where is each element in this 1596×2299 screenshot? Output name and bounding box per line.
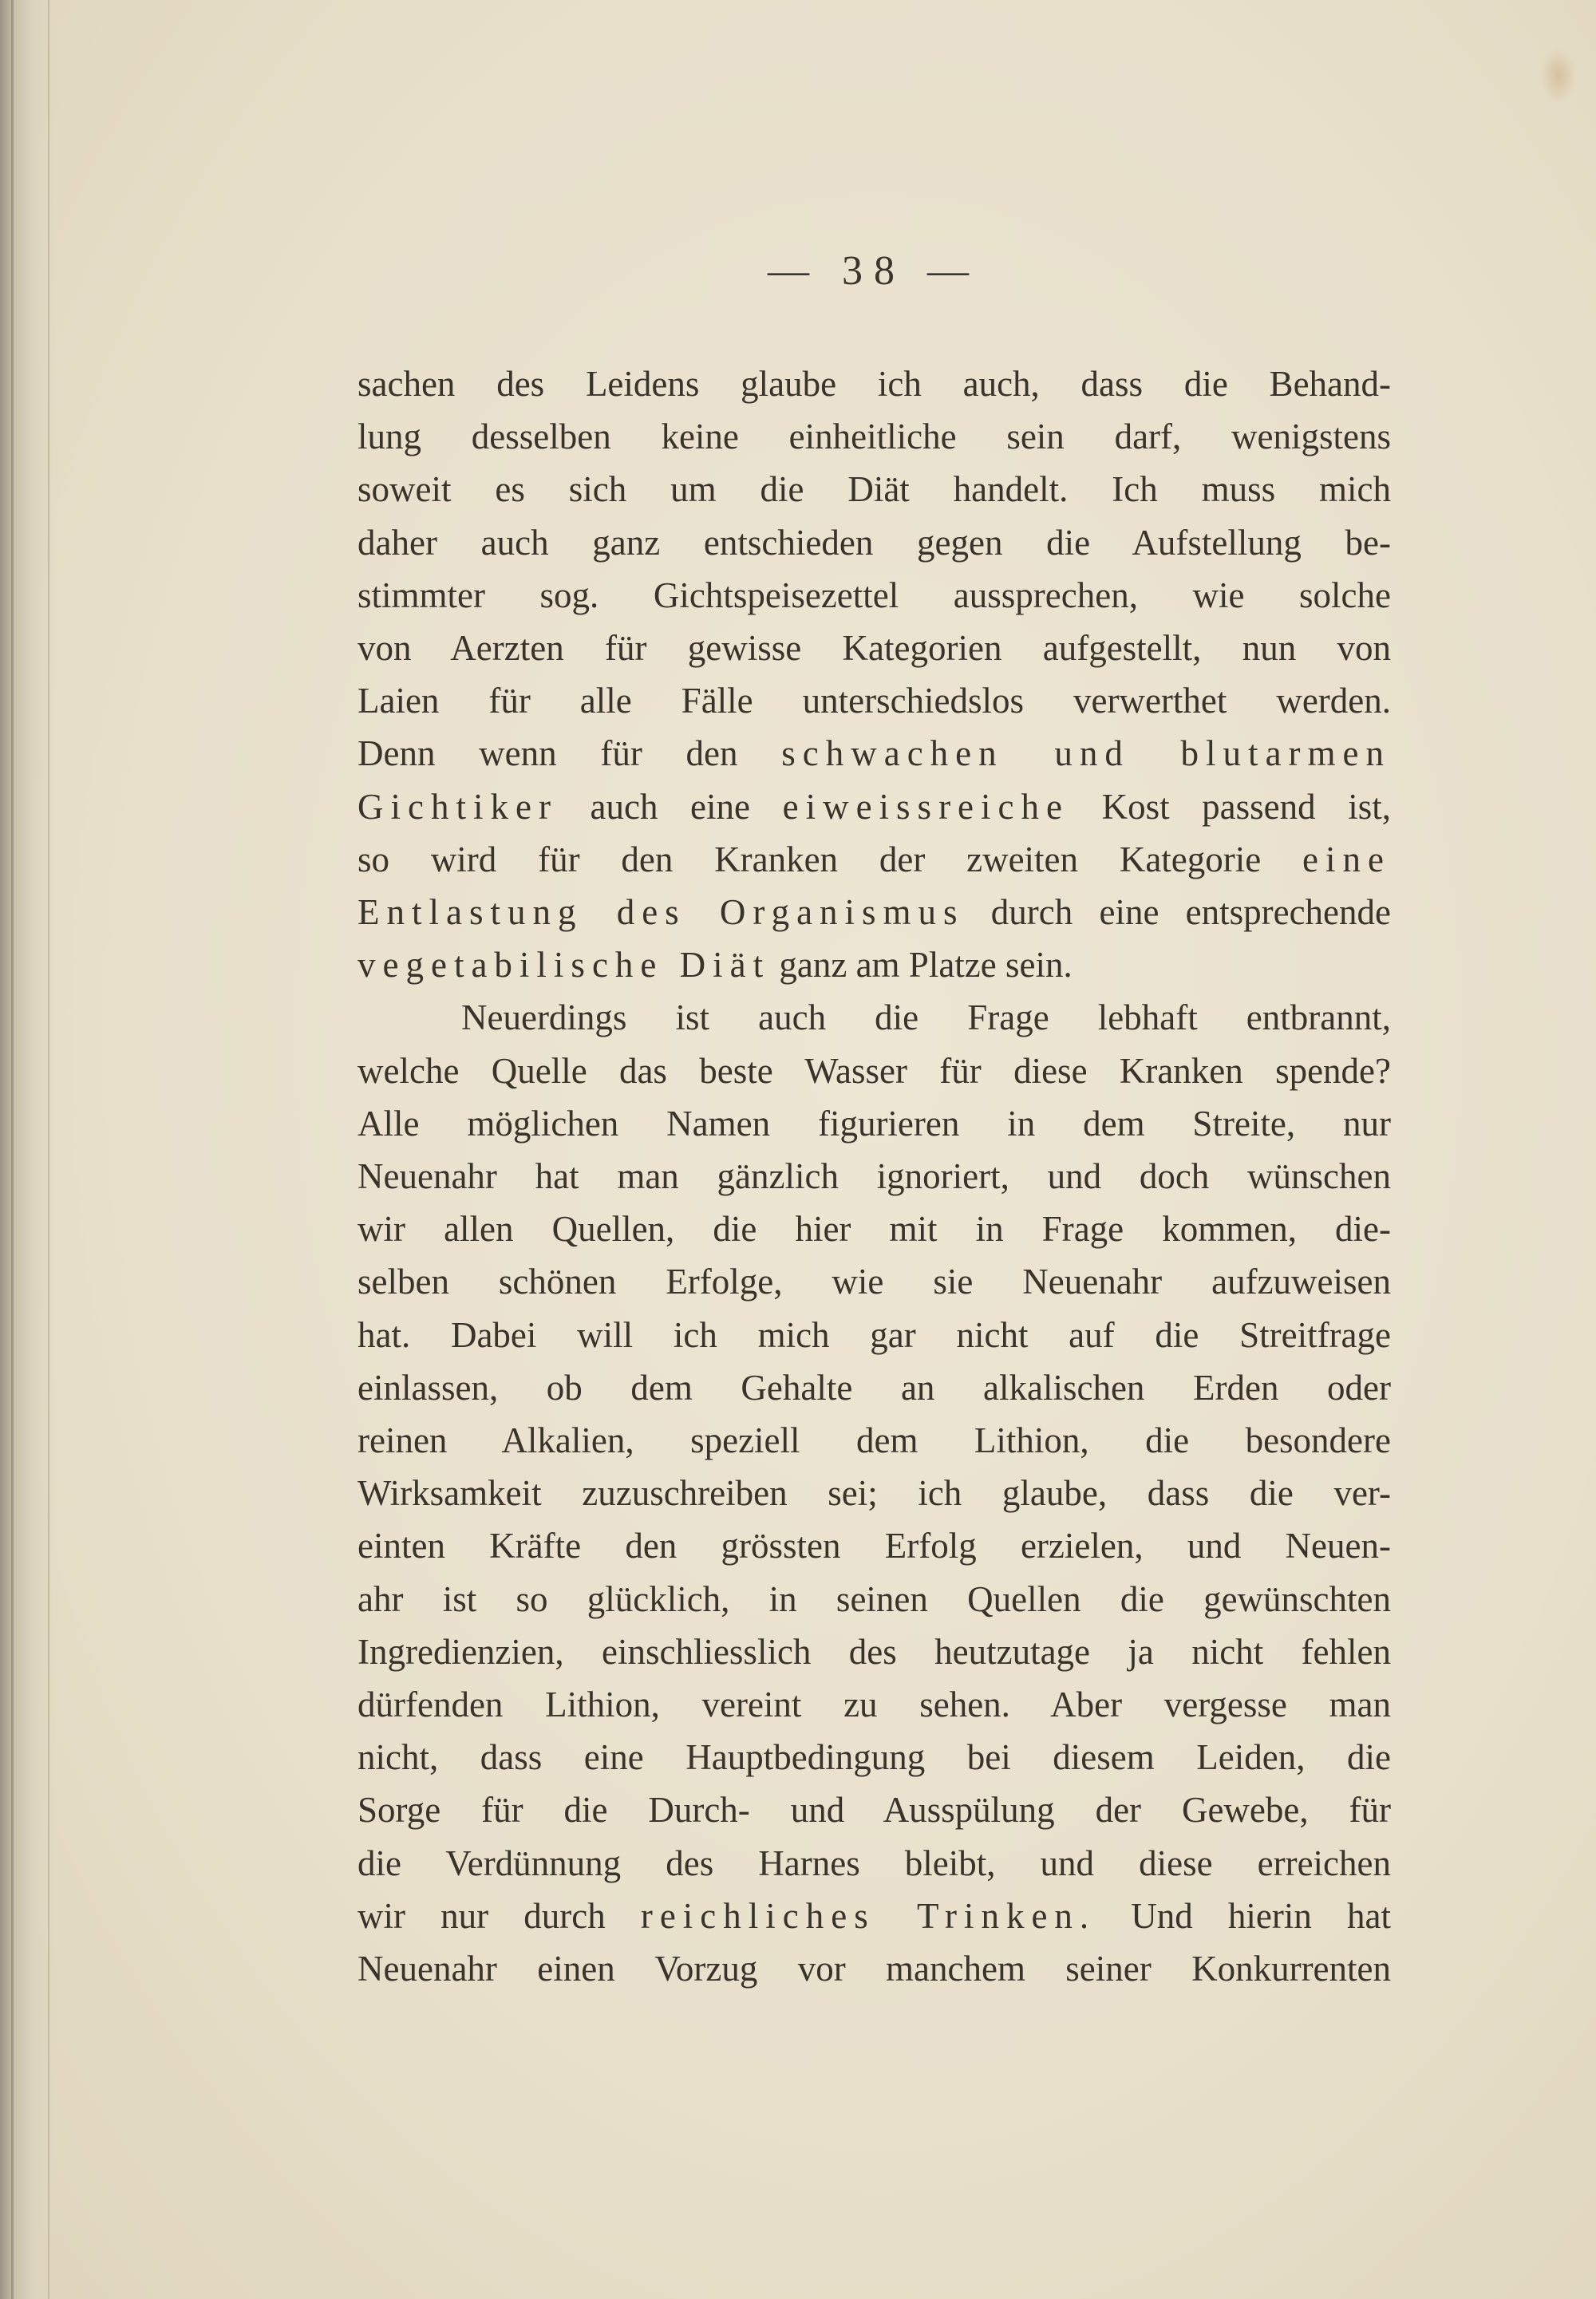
- text-segment: einten Kräfte den grössten Erfolg erzielen, und Neuen-: [358, 1526, 1391, 1566]
- text-line: [358, 410, 1391, 463]
- text-segment: wir nur durch: [358, 1895, 641, 1936]
- text-segment: Denn wenn für den: [358, 733, 782, 774]
- text-line: [358, 1045, 1391, 1097]
- text-line: [358, 1309, 1391, 1361]
- text-line: [358, 1625, 1391, 1678]
- text-line: [358, 1890, 1391, 1942]
- text-segment: hat. Dabei will ich mich gar nicht auf die Streitfrage: [358, 1314, 1391, 1355]
- text-line: [358, 1203, 1391, 1255]
- text-segment: Laien für alle Fälle unterschiedslos verwerthet werden.: [358, 681, 1391, 721]
- text-line: [358, 516, 1391, 569]
- spaced-emphasis: vegetabilische Diät: [358, 945, 771, 986]
- spaced-emphasis: Entlastung des Organismus: [358, 892, 965, 933]
- text-line: [358, 1731, 1391, 1784]
- text-segment: lung desselben keine einheitliche sein darf, wenigstens: [358, 417, 1391, 457]
- spaced-emphasis: eine: [1302, 839, 1391, 879]
- text-line: [358, 938, 1391, 991]
- text-segment: Neuenahr hat man gänzlich ignoriert, und doch wünschen: [358, 1156, 1391, 1197]
- text-segment: dürfenden Lithion, vereint zu sehen. Aber vergesse man: [358, 1685, 1391, 1725]
- text-line: [358, 1942, 1391, 1995]
- text-line: [358, 1784, 1391, 1836]
- text-line: [358, 780, 1391, 833]
- text-segment: Wirksamkeit zuzuschreiben sei; ich glaube, dass die ver-: [358, 1473, 1391, 1514]
- text-line: [358, 1097, 1391, 1150]
- text-segment: einlassen, ob dem Gehalte an alkalischen Erden oder: [358, 1367, 1391, 1408]
- text-line: [358, 1519, 1391, 1572]
- spaced-emphasis: Gichtiker: [358, 786, 558, 827]
- text-line: [358, 569, 1391, 622]
- text-segment: sachen des Leidens glaube ich auch, dass die Behand-: [358, 364, 1391, 404]
- text-line: [358, 1150, 1391, 1203]
- page-number: — 38 —: [768, 248, 980, 294]
- text-segment: welche Quelle das beste Wasser für diese Kranken spende?: [358, 1050, 1391, 1091]
- text-segment: Alle möglichen Namen figurieren in dem Streite, nur: [358, 1103, 1391, 1144]
- text-segment: soweit es sich um die Diät handelt. Ich muss mich: [358, 469, 1391, 510]
- text-segment: ganz am Platze sein.: [770, 945, 1073, 986]
- spaced-emphasis: schwachen und blutarmen: [781, 733, 1391, 774]
- text-segment: die Verdünnung des Harnes bleibt, und diese erreichen: [358, 1843, 1391, 1883]
- text-segment: Neuerdings ist auch die Frage lebhaft entbrannt,: [461, 997, 1391, 1038]
- text-line: [358, 1467, 1391, 1519]
- text-line: [358, 1361, 1391, 1414]
- text-segment: reinen Alkalien, speziell dem Lithion, die besondere: [358, 1420, 1391, 1461]
- text-segment: so wird für den Kranken der zweiten Kategorie: [358, 839, 1303, 879]
- text-line: [358, 991, 1391, 1044]
- text-segment: auch eine: [557, 786, 783, 827]
- text-line: [358, 727, 1391, 780]
- binding-fold: [48, 0, 49, 2299]
- text-line: [358, 886, 1391, 938]
- text-segment: Neuenahr einen Vorzug vor manchem seiner Konkurrenten: [358, 1949, 1391, 1989]
- text-line: [358, 674, 1391, 727]
- body-text: [358, 357, 1391, 1995]
- text-segment: Ingredienzien, einschliesslich des heutzutage ja nicht fehlen: [358, 1631, 1391, 1672]
- text-line: [358, 463, 1391, 515]
- text-segment: wir allen Quellen, die hier mit in Frage kommen, die-: [358, 1209, 1391, 1250]
- text-segment: durch eine entsprechende: [964, 892, 1391, 933]
- text-line: [358, 1414, 1391, 1467]
- text-line: [358, 357, 1391, 410]
- spaced-emphasis: eiweissreiche: [782, 786, 1069, 827]
- text-segment: selben schönen Erfolge, wie sie Neuenahr aufzuweisen: [358, 1262, 1391, 1302]
- text-line: [358, 1678, 1391, 1731]
- text-segment: Sorge für die Durch- und Ausspülung der Gewebe, für: [358, 1790, 1391, 1831]
- text-segment: Und hierin hat: [1096, 1895, 1392, 1936]
- text-line: [358, 622, 1391, 674]
- text-line: [358, 1255, 1391, 1308]
- text-segment: nicht, dass eine Hauptbedingung bei diesem Leiden, die: [358, 1737, 1391, 1778]
- text-segment: ahr ist so glücklich, in seinen Quellen die gewünschten: [358, 1578, 1391, 1619]
- binding-edge: [11, 0, 14, 2299]
- text-line: [358, 1837, 1391, 1890]
- spaced-emphasis: reichliches Trinken.: [640, 1895, 1096, 1936]
- text-line: [358, 1573, 1391, 1625]
- paper-stain: [1540, 48, 1577, 104]
- text-line: [358, 833, 1391, 886]
- text-segment: stimmter sog. Gichtspeisezettel aussprechen, wie solche: [358, 575, 1391, 615]
- text-segment: daher auch ganz entschieden gegen die Aufstellung be-: [358, 522, 1391, 563]
- text-segment: Kost passend ist,: [1069, 786, 1391, 827]
- text-segment: von Aerzten für gewisse Kategorien aufgestellt, nun von: [358, 628, 1391, 669]
